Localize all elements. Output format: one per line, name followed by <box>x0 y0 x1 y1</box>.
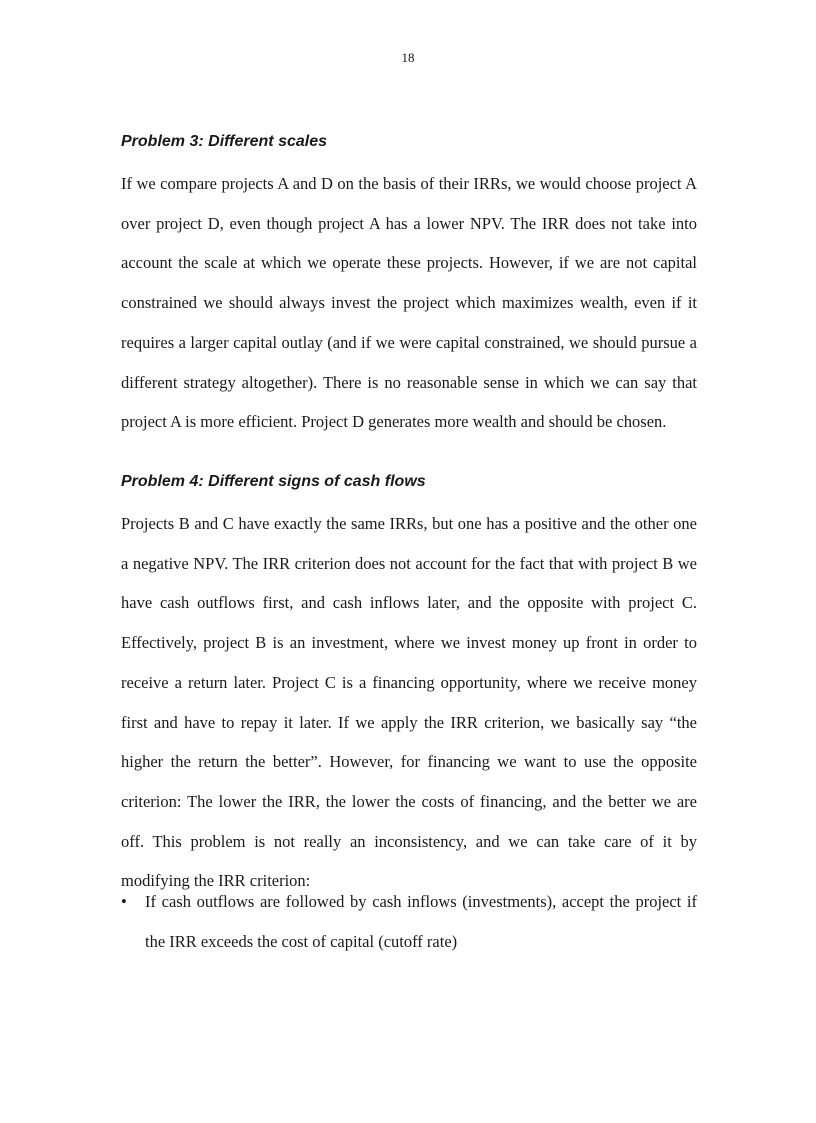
section-paragraph-problem-3: If we compare projects A and D on the basis of their IRRs, we would choose project A over project D, even though project A has a lower NPV. The IRR does not take into account the scale at which we operate these projects. However, if we are not capital constrained we should always invest the project which maximizes wealth, even if it requires a larger capital outlay (and if we were capital constrained, we should pursue a different strategy altogether). There is no reasonable sense in which we can say that project A is more efficient. Project D generates more wealth and should be chosen. <box>121 174 697 432</box>
bullet-marker: • <box>121 892 127 911</box>
bullet-list-item <box>121 882 697 961</box>
bullet-text: If cash outflows are followed by cash inflows (investments), accept the project if the IRR exceeds the cost of capital (cutoff rate) <box>145 892 697 951</box>
section-heading-problem-3: Problem 3: Different scales <box>121 133 328 150</box>
section-heading-problem-4: Problem 4: Different signs of cash flows <box>121 473 426 490</box>
section-paragraph-problem-4: Projects B and C have exactly the same IRRs, but one has a positive and the other one a negative NPV. The IRR criterion does not account for the fact that with project B we have cash outflows first, and cash inflows later, and the opposite with project C. Effectively, project B is an investment, where we invest money up front in order to receive a return later. Project C is a financing opportunity, where we receive money first and have to repay it later. If we apply the IRR criterion, we basically say “the higher the return the better”. However, for financing we want to use the opposite criterion: The lower the IRR, the lower the costs of financing, and the better we are off. This problem is not really an inconsistency, and we can take care of it by modifying the IRR criterion: <box>121 514 697 891</box>
page-number: 18 <box>401 50 415 65</box>
